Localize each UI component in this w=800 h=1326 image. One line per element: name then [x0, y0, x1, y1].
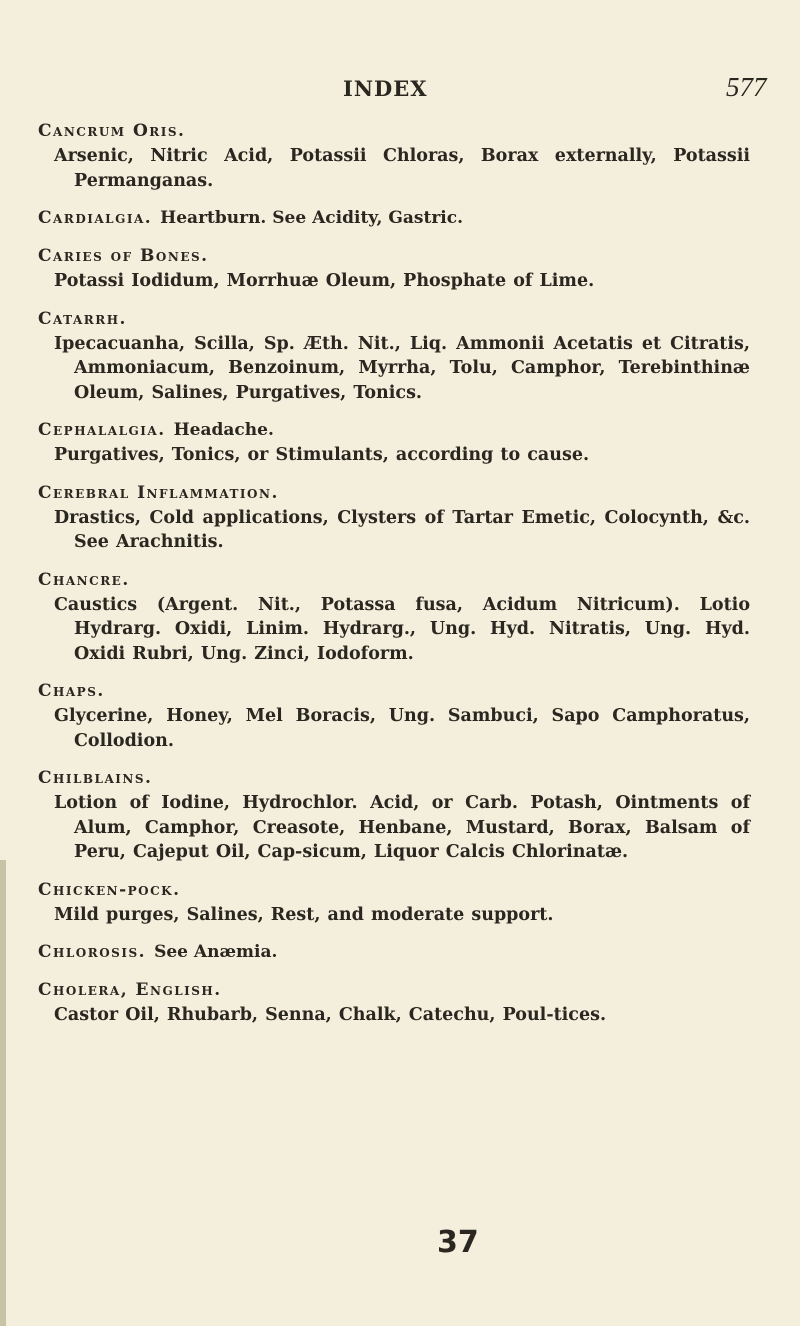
signature-mark: 37	[437, 1225, 479, 1260]
entry-body: Glycerine, Honey, Mel Boracis, Ung. Sambuci, Sapo Camphoratus, Collodion.	[54, 706, 750, 751]
entry-heading-text: Chlorosis.	[38, 942, 147, 962]
index-entry	[38, 480, 750, 555]
entry-body: Ipecacuanha, Scilla, Sp. Æth. Nit., Liq. Ammonii Acetatis et Citratis, Ammoniacum, Benzoinum, Myrrha, Tolu, Camphor, Terebinthinæ Oleum, Salines, Purgatives, Tonics.	[54, 333, 750, 403]
entry-heading-text: Chilblains.	[38, 768, 153, 788]
entry-heading	[38, 480, 750, 506]
entry-heading	[38, 306, 750, 332]
entry-heading-text: Cancrum Oris.	[38, 121, 186, 141]
index-entry	[38, 939, 750, 965]
index-entry	[38, 417, 750, 468]
entry-see-text: Heartburn. See Acidity, Gastric.	[160, 208, 464, 228]
page-header	[0, 72, 800, 104]
entry-heading	[38, 877, 750, 903]
entry-heading	[38, 765, 750, 791]
entry-heading-text: Cardialgia.	[38, 208, 153, 228]
index-entry	[38, 567, 750, 667]
entry-heading-text: Cholera, English.	[38, 980, 222, 1000]
entry-see-text: See Anæmia.	[154, 942, 278, 962]
entry-body: Lotion of Iodine, Hydrochlor. Acid, or Carb. Potash, Ointments of Alum, Camphor, Creasote, Henbane, Mustard, Borax, Balsam of Peru, Cajeput Oil, Cap-sicum, Liquor Calcis Chlorinatæ.	[54, 793, 750, 862]
index-entry	[38, 205, 750, 231]
entry-body: Purgatives, Tonics, or Stimulants, according to cause.	[54, 445, 590, 465]
entry-heading	[38, 567, 750, 593]
entry-body: Arsenic, Nitric Acid, Potassii Chloras, Borax externally, Potassii Permanganas.	[54, 146, 750, 191]
entry-heading	[38, 205, 750, 231]
entry-heading-text: Cephalalgia.	[38, 420, 166, 440]
entry-heading-text: Chancre.	[38, 569, 130, 590]
index-entry	[38, 977, 750, 1028]
entry-heading-text: Chicken-pock.	[38, 879, 181, 900]
entry-see-text: Headache.	[173, 420, 274, 440]
index-entry	[38, 306, 750, 406]
entry-heading-text: Cerebral Inflammation.	[38, 482, 279, 503]
binding-edge	[0, 860, 6, 1326]
page-number: 577	[726, 72, 767, 102]
index-entry	[38, 243, 750, 294]
entry-heading	[38, 678, 750, 704]
entry-heading	[38, 417, 750, 443]
index-entry	[38, 765, 750, 865]
index-entry	[38, 877, 750, 928]
entry-heading	[38, 939, 750, 965]
entry-body: Castor Oil, Rhubarb, Senna, Chalk, Catechu, Poul-tices.	[54, 1005, 607, 1025]
entry-body: Caustics (Argent. Nit., Potassa fusa, Acidum Nitricum). Lotio Hydrarg. Oxidi, Linim. Hydrarg., Ung. Hyd. Nitratis, Ung. Hyd. Oxidi Rubri, Ung. Zinci, Iodoform.	[54, 594, 750, 664]
entry-body: Mild purges, Salines, Rest, and moderate support.	[54, 904, 554, 925]
entry-body: Drastics, Cold applications, Clysters of Tartar Emetic, Colocynth, &c. See Arachnitis.	[54, 507, 750, 552]
entry-heading-text: Chaps.	[38, 681, 105, 701]
entry-heading-text: Caries of Bones.	[38, 246, 209, 266]
index-entry	[38, 118, 750, 193]
entry-heading	[38, 118, 750, 144]
index-entries	[38, 118, 750, 1040]
entry-heading-text: Catarrh.	[38, 308, 127, 329]
entry-heading	[38, 243, 750, 269]
index-entry	[38, 678, 750, 753]
entry-heading	[38, 977, 750, 1003]
running-title: INDEX	[343, 76, 428, 101]
entry-body: Potassi Iodidum, Morrhuæ Oleum, Phosphate of Lime.	[54, 271, 595, 291]
